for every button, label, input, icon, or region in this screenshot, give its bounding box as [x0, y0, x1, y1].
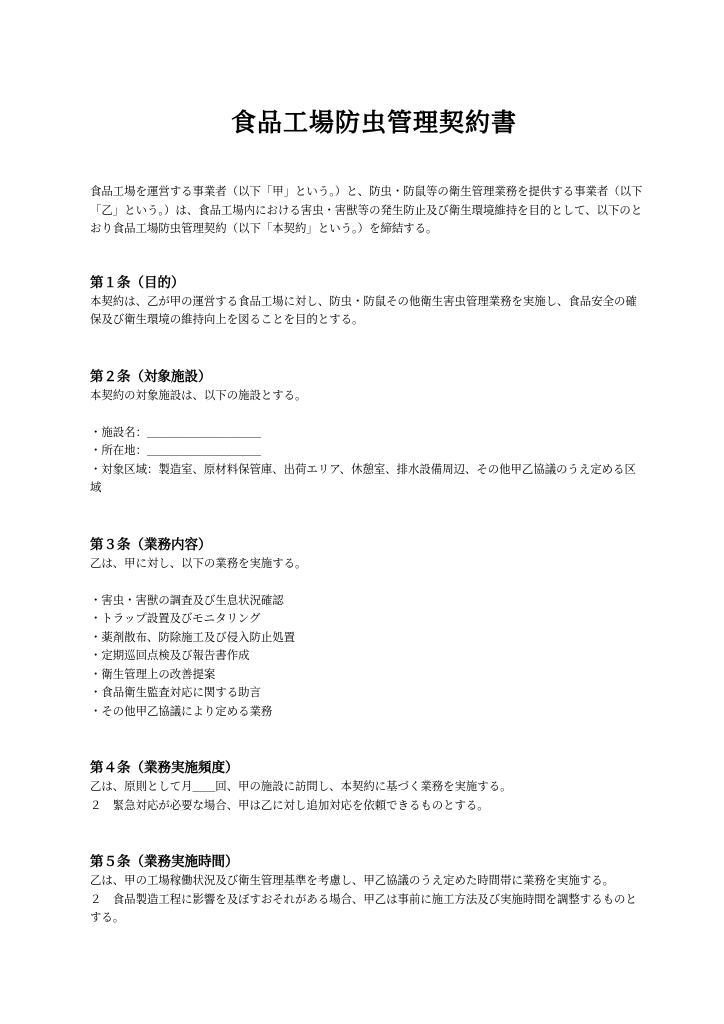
- article-1: [90, 274, 646, 329]
- list-item: ・害虫・害獣の調査及び生息状況確認: [90, 592, 284, 607]
- list-item: ・定期巡回点検及び報告書作成: [90, 648, 250, 662]
- article-heading: 第２条（対象施設）: [90, 368, 212, 385]
- article-4: [90, 759, 646, 814]
- article-heading: 第４条（業務実施頻度）: [90, 760, 239, 776]
- article-body: 乙は、甲に対し、以下の業務を実施する。: [90, 555, 307, 570]
- article-heading: 第３条（業務内容）: [90, 536, 212, 553]
- article-5: [90, 853, 646, 927]
- article-paragraph: 乙は、原則として月＿＿回、甲の施設に訪問し、本契約に基づく業務を実施する。: [90, 779, 512, 793]
- service-list: [90, 591, 646, 721]
- spacer: [90, 404, 646, 423]
- spacer: [90, 572, 646, 591]
- document-title: 食品工場防虫管理契約書: [230, 108, 517, 137]
- article-2: [90, 368, 646, 497]
- list-item: ・所在地：＿＿＿＿＿＿＿＿＿＿: [90, 443, 261, 457]
- intro-paragraph: 食品工場を運営する事業者（以下「甲」という。）と、防虫・防鼠等の衛生管理業務を提供する事業者（以下「乙」という。）は、食品工場内における害虫・害獣等の発生防止及び衛生環境維持を目的として、以下のとおり食品工場防虫管理契約（以下「本契約」という。）を締結する。: [90, 184, 643, 235]
- list-item: ・その他甲乙協議により定める業務: [90, 703, 273, 718]
- article-paragraph: ２ 緊急対応が必要な場合、甲は乙に対し追加対応を依頼できるものとする。: [90, 797, 489, 812]
- article-heading: 第１条（目的）: [90, 274, 185, 291]
- article-paragraph: ２ 食品製造工程に影響を及ぼすおそれがある場合、甲乙は事前に施工方法及び実施時間を調整するものとする。: [90, 891, 637, 924]
- list-item: ・薬剤散布、防除施工及び侵入防止処置: [90, 629, 296, 644]
- article-body: [90, 777, 646, 814]
- article-body: [90, 871, 646, 927]
- list-item: ・衛生管理上の改善提案: [90, 666, 216, 681]
- facility-list: [90, 423, 646, 497]
- article-body: 本契約の対象施設は、以下の施設とする。: [90, 387, 307, 402]
- list-item: ・トラップ設置及びモニタリング: [90, 611, 261, 625]
- article-body: 本契約は、乙が甲の運営する食品工場に対し、防虫・防鼠その他衛生害虫管理業務を実施し、食品安全の確保及び衛生環境の維持向上を図ることを目的とする。: [90, 293, 637, 326]
- article-paragraph: 乙は、甲の工場稼働状況及び衛生管理基準を考慮し、甲乙協議のうえ定めた時間帯に業務を実施する。: [90, 873, 614, 887]
- article-heading: 第５条（業務実施時間）: [90, 854, 239, 870]
- list-item: ・施設名：＿＿＿＿＿＿＿＿＿＿: [90, 424, 261, 439]
- article-3: [90, 536, 646, 721]
- list-item: ・対象区域：製造室、原材料保管庫、出荷エリア、休憩室、排水設備周辺、その他甲乙協議のうえ定める区域: [90, 461, 636, 494]
- list-item: ・食品衛生監査対応に関する助言: [90, 685, 261, 699]
